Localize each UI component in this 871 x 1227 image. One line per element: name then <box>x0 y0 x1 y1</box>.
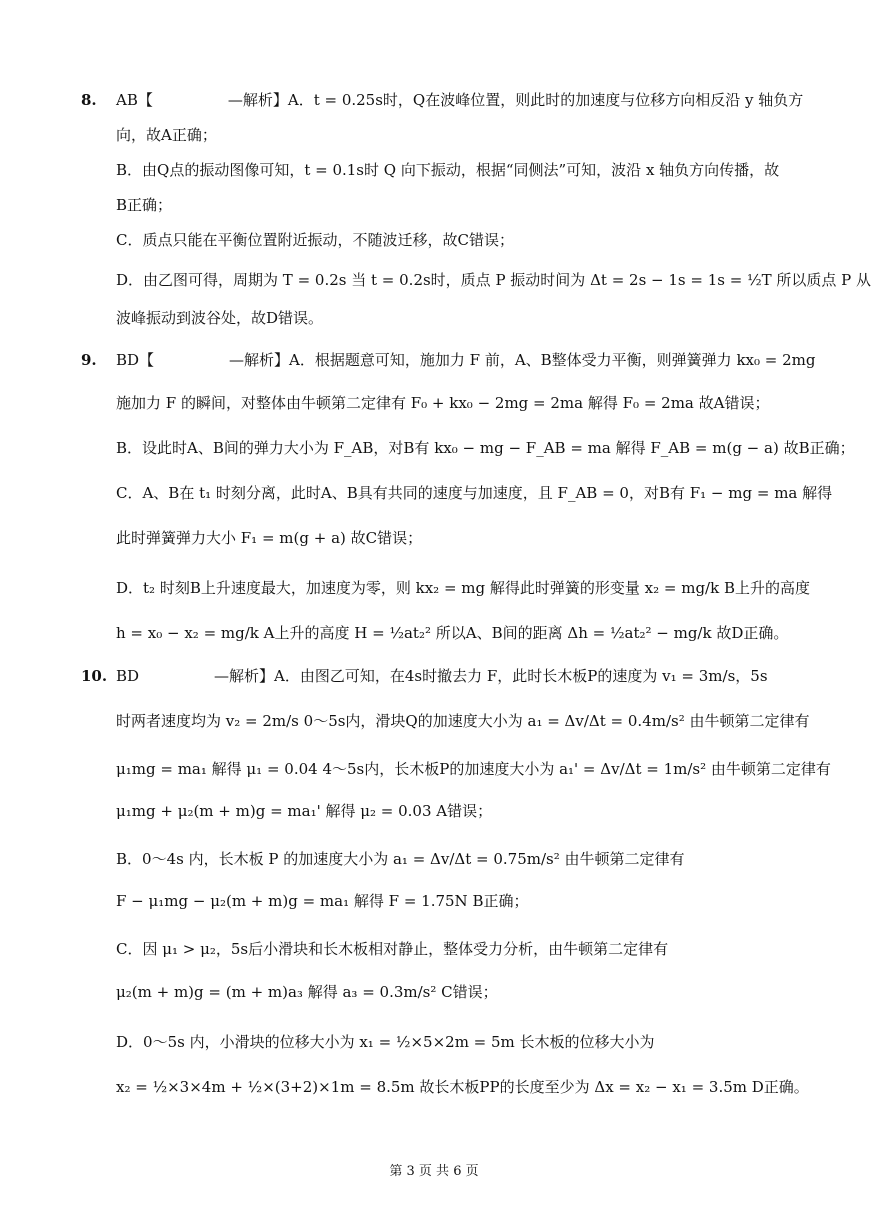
q8-line-2: 向，故A正确； <box>116 126 217 144</box>
q10-line-3: μ₁mg = ma₁ 解得 μ₁ = 0.04 4～5s内，长木板P的加速度大小为 a₁' = Δv/Δt = 1m/s² 由牛顿第二定律有 <box>116 760 831 778</box>
q10-line-10: x₂ = ½×3×4m + ½×(3+2)×1m = 8.5m 故长木板PP的长度至少为 Δx = x₂ − x₁ = 3.5m D正确。 <box>116 1078 809 1096</box>
q8-line-4: B正确； <box>116 196 173 214</box>
question-9-number: 9. <box>81 351 97 369</box>
q9-line-5: 此时弹簧弹力大小 F₁ = m(g + a) 故C错误； <box>116 529 423 547</box>
q9-line-2: 施加力 F 的瞬间，对整体由牛顿第二定律有 F₀ + kx₀ − 2mg = 2ma 解得 F₀ = 2ma 故A错误； <box>116 394 770 412</box>
q9-line-4: C．A、B在 t₁ 时刻分离，此时A、B具有共同的速度与加速度，且 F_AB = 0，对B有 F₁ − mg = ma 解得 <box>116 484 833 502</box>
q8-line-6: D．由乙图可得，周期为 T = 0.2s 当 t = 0.2s时，质点 P 振动时间为 Δt = 2s − 1s = 1s = ½T 所以质点 P 从 <box>116 271 871 289</box>
question-10-number: 10. <box>81 667 108 685</box>
q9-line-6: D．t₂ 时刻B上升速度最大，加速度为零，则 kx₂ = mg 解得此时弹簧的形变量 x₂ = mg/k B上升的高度 <box>116 579 810 597</box>
q10-line-4: μ₁mg + μ₂(m + m)g = ma₁' 解得 μ₂ = 0.03 A错误； <box>116 802 493 820</box>
question-8-number: 8. <box>81 91 97 109</box>
q8-line-7: 波峰振动到波谷处，故D错误。 <box>116 309 324 327</box>
q9-line-3: B．设此时A、B间的弹力大小为 F_AB，对B有 kx₀ − mg − F_AB = ma 解得 F_AB = m(g − a) 故B正确； <box>116 439 855 457</box>
q10-line-5: B．0～4s 内，长木板 P 的加速度大小为 a₁ = Δv/Δt = 0.75m/s² 由牛顿第二定律有 <box>116 850 685 868</box>
q9-line-7: h = x₀ − x₂ = mg/k A上升的高度 H = ½at₂² 所以A、B间的距离 Δh = ½at₂² − mg/k 故D正确。 <box>116 624 789 642</box>
page-footer: 第 3 页 共 6 页 <box>389 1164 479 1179</box>
q10-line-8: μ₂(m + m)g = (m + m)a₃ 解得 a₃ = 0.3m/s² C错误； <box>116 983 498 1001</box>
q10-line-7: C．因 μ₁ > μ₂，5s后小滑块和长木板相对静止，整体受力分析，由牛顿第二定律有 <box>116 940 669 958</box>
q9-line-1: BD【 —解析】A．根据题意可知，施加力 F 前，A、B整体受力平衡，则弹簧弹力 kx₀ = 2mg <box>116 351 816 369</box>
q8-line-3: B．由Q点的振动图像可知，t = 0.1s时 Q 向下振动，根据“同侧法”可知，波沿 x 轴负方向传播，故 <box>116 161 780 179</box>
q8-line-1: AB【 —解析】A．t = 0.25s时，Q在波峰位置，则此时的加速度与位移方向相反沿 y 轴负方 <box>116 91 804 109</box>
q10-line-9: D．0～5s 内，小滑块的位移大小为 x₁ = ½×5×2m = 5m 长木板的位移大小为 <box>116 1033 655 1051</box>
q10-line-1: BD —解析】A．由图乙可知，在4s时撤去力 F，此时长木板P的速度为 v₁ = 3m/s，5s <box>116 667 768 685</box>
q8-line-5: C．质点只能在平衡位置附近振动，不随波迁移，故C错误； <box>116 231 514 249</box>
q10-line-6: F − μ₁mg − μ₂(m + m)g = ma₁ 解得 F = 1.75N B正确； <box>116 892 529 910</box>
q10-line-2: 时两者速度均为 v₂ = 2m/s 0～5s内，滑块Q的加速度大小为 a₁ = Δv/Δt = 0.4m/s² 由牛顿第二定律有 <box>116 712 810 730</box>
